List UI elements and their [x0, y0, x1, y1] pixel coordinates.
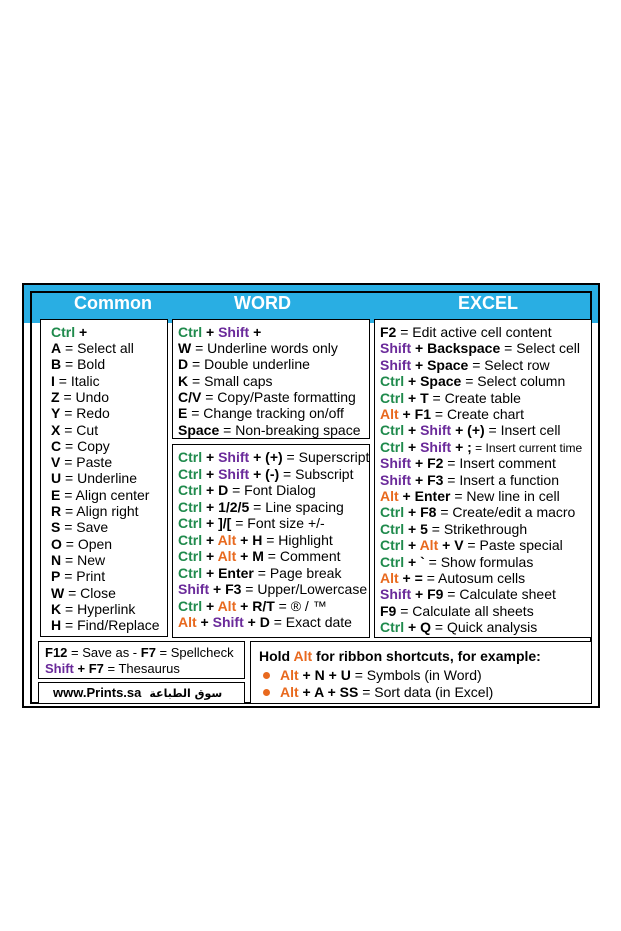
plus-sign: +	[249, 449, 266, 465]
header-word: WORD	[234, 293, 291, 313]
plus-sign: +	[202, 465, 219, 482]
common-shortcut-row	[51, 617, 160, 633]
excel-shortcut-row	[380, 455, 556, 471]
modifier-key: Ctrl	[380, 520, 405, 537]
f7-key: F7	[88, 661, 104, 676]
ribbon-shortcuts-box	[250, 641, 592, 704]
word-formatting-row	[178, 373, 273, 389]
plus-sign: +	[411, 586, 428, 603]
shortcut-key: =	[414, 570, 423, 586]
shortcut-description: = Change tracking on/off	[187, 405, 344, 422]
shortcut-key: (+)	[467, 422, 485, 439]
shortcut-description: = Close	[64, 584, 116, 601]
plus-sign: +	[411, 356, 428, 373]
plus-sign: +	[202, 498, 219, 515]
shortcut-description: = Underline words only	[191, 340, 338, 356]
common-shortcut-row	[51, 356, 105, 372]
shortcut-description: = Undo	[59, 388, 109, 405]
alt-key: Alt	[280, 684, 299, 700]
shortcut-key: D	[178, 356, 189, 373]
shortcut-key: K	[178, 372, 189, 389]
shortcut-key: Z	[51, 388, 60, 405]
ribbon-text: for ribbon shortcuts, for example:	[312, 648, 541, 664]
shortcut-description: = Double underline	[188, 356, 310, 373]
excel-shortcut-row	[380, 472, 559, 488]
shortcut-key: E	[51, 486, 61, 503]
shortcut-description: = Quick analysis	[430, 619, 538, 636]
common-shortcut-row	[51, 422, 98, 438]
modifier-key: Ctrl	[178, 482, 203, 498]
save-as-text: = Save as -	[67, 645, 141, 660]
shortcut-description: = Hyperlink	[61, 600, 136, 617]
shortcut-description: = Paste	[60, 454, 113, 471]
plus-sign: +	[249, 324, 262, 340]
modifier-key: Shift	[380, 586, 412, 603]
shortcut-description: = Create table	[428, 389, 521, 406]
key-sequence: + A + SS	[298, 684, 359, 700]
modifier-key: Alt	[380, 488, 399, 504]
shortcut-key: F9	[427, 586, 444, 603]
shortcut-key: Space	[420, 373, 462, 390]
shortcut-key: Enter	[414, 488, 451, 504]
shortcut-key: S	[51, 519, 61, 536]
plus-sign: +	[404, 389, 421, 406]
plus-sign: +	[451, 422, 468, 439]
word-formatting-row	[178, 340, 338, 356]
hold-text: Hold	[259, 648, 294, 664]
modifier-key: Ctrl	[178, 531, 203, 548]
plus-sign: +	[236, 548, 253, 564]
plus-sign: +	[404, 537, 420, 554]
shortcut-description: = Upper/Lowercase	[241, 581, 368, 597]
modifier-key: Ctrl	[178, 515, 203, 531]
shortcut-description: = Calculate sheet	[443, 586, 556, 603]
shortcut-description: = Non-breaking space	[219, 421, 361, 438]
shortcut-key: Space	[178, 421, 220, 438]
shortcut-key: U	[51, 470, 62, 487]
plus-sign: +	[404, 438, 421, 455]
shortcut-key: H	[51, 617, 62, 634]
ribbon-example-sort	[263, 684, 493, 700]
thesaurus-line	[45, 661, 180, 677]
modifier-key: Ctrl	[178, 498, 203, 515]
shortcut-description: = Insert comment	[443, 455, 556, 472]
shortcut-description: = Select row	[468, 356, 550, 373]
shortcut-key: N	[51, 551, 62, 568]
shortcut-key: V	[454, 537, 464, 554]
common-shortcut-row	[51, 552, 105, 568]
shortcut-key: M	[252, 548, 264, 564]
common-shortcut-row	[51, 503, 139, 519]
shortcut-description: = Redo	[60, 405, 110, 422]
shortcut-key: W	[178, 340, 192, 356]
plus-sign: +	[202, 597, 218, 614]
plus-sign: +	[209, 581, 226, 597]
common-shortcut-row	[51, 487, 149, 503]
shortcut-key: (+)	[265, 449, 283, 465]
word-shortcuts-box	[172, 444, 370, 638]
plus-sign: +	[202, 324, 219, 340]
common-shortcut-row	[51, 536, 112, 552]
modifier-key: Alt	[217, 531, 237, 548]
plus-sign: +	[202, 531, 218, 548]
plus-sign: +	[398, 570, 415, 586]
word-shortcut-row	[178, 482, 316, 498]
shortcut-description: = Small caps	[188, 372, 273, 389]
save-spellcheck-line	[45, 645, 234, 661]
modifier-key: Ctrl	[380, 422, 405, 439]
shift-key: Shift	[45, 661, 74, 676]
shortcut-key: F8	[420, 504, 437, 521]
excel-shortcut-row	[380, 586, 556, 602]
shortcut-key: Enter	[218, 564, 254, 581]
common-shortcut-row	[51, 438, 110, 454]
excel-shortcut-row	[380, 521, 527, 537]
modifier-key: Shift	[420, 438, 452, 455]
shortcut-description: = Autosum cells	[422, 570, 526, 586]
function-keys-box	[38, 641, 245, 679]
shortcut-description: = Subscript	[279, 465, 354, 482]
shortcut-description: = Cut	[60, 421, 99, 438]
shortcut-key: Y	[51, 405, 61, 422]
modifier-key: Ctrl	[380, 389, 405, 406]
shortcut-description: = Exact date	[269, 614, 352, 630]
plus-sign: +	[411, 455, 428, 472]
shortcut-description: = Select cell	[500, 340, 581, 357]
alt-key: Alt	[293, 648, 313, 664]
plus-sign: +	[404, 520, 421, 537]
word-formatting-row	[178, 389, 356, 405]
word-shortcut-row	[178, 532, 333, 548]
plus-sign: +	[411, 340, 428, 357]
excel-shortcut-row	[380, 554, 533, 570]
shortcut-key: W	[51, 584, 65, 601]
shortcut-description: = Comment	[263, 548, 341, 564]
modifier-key: Ctrl	[178, 465, 203, 482]
shortcut-card	[22, 283, 600, 708]
shortcut-description: = Font Dialog	[228, 482, 316, 498]
shortcut-description: = New	[61, 551, 106, 568]
shortcut-description: = Open	[61, 535, 113, 552]
shortcut-key: V	[51, 454, 61, 471]
word-formatting-row	[178, 356, 310, 372]
shortcut-key: I	[51, 372, 55, 389]
word-shortcut-row	[178, 449, 369, 465]
shortcut-description: = Superscript	[282, 449, 370, 465]
plus-sign: +	[404, 373, 421, 390]
example-description: = Symbols (in Word)	[350, 667, 482, 683]
shortcut-description: = Edit active cell content	[396, 324, 552, 340]
excel-shortcut-row	[380, 619, 537, 635]
shortcut-key: E	[178, 405, 188, 422]
modifier-key: Alt	[217, 597, 237, 614]
common-shortcut-row	[51, 470, 137, 486]
example-description: = Sort data (in Excel)	[358, 684, 494, 700]
excel-shortcut-row	[380, 504, 575, 520]
shortcut-description: = Font size +/-	[231, 515, 325, 531]
shift-key: Shift	[218, 324, 250, 340]
bullet-icon	[263, 672, 270, 679]
word-shortcut-row	[178, 598, 327, 614]
modifier-key: Ctrl	[380, 537, 405, 554]
bullet-icon	[263, 689, 270, 696]
excel-shortcut-row	[380, 340, 580, 356]
modifier-key: Shift	[380, 340, 412, 357]
modifier-key: Ctrl	[178, 548, 203, 564]
spellcheck-text: = Spellcheck	[155, 645, 234, 660]
plus-sign: +	[404, 504, 421, 521]
shortcut-description: = Show formulas	[424, 553, 534, 570]
header-common: Common	[74, 293, 152, 313]
word-formatting-row	[178, 405, 344, 421]
modifier-key: Shift	[218, 465, 250, 482]
ribbon-example-symbols	[263, 667, 482, 683]
shortcut-key: X	[51, 421, 61, 438]
shortcut-key: O	[51, 535, 62, 552]
shortcut-key: C	[51, 437, 62, 454]
shortcut-key: C/V	[178, 388, 202, 405]
shortcut-key: F3	[427, 471, 444, 488]
plus-sign: +	[249, 465, 266, 482]
shortcut-description: = Calculate all sheets	[396, 602, 534, 619]
plus-sign: +	[202, 482, 219, 498]
plus-sign: +	[398, 406, 415, 422]
excel-shortcut-row	[380, 570, 525, 586]
shortcut-description: = Bold	[61, 356, 106, 373]
shortcut-description: = Create chart	[430, 406, 524, 422]
shortcut-description: = Select column	[461, 373, 566, 390]
modifier-key: Ctrl	[380, 553, 405, 570]
website-box	[38, 682, 245, 704]
plus-sign: +	[451, 438, 468, 455]
shortcut-key: B	[51, 356, 62, 373]
modifier-key: Alt	[419, 537, 439, 554]
word-modifier	[178, 324, 261, 340]
modifier-key: Shift	[380, 455, 412, 472]
plus-sign: +	[202, 564, 219, 581]
ctrl-key: Ctrl	[178, 324, 203, 340]
shortcut-description: = Insert a function	[443, 471, 559, 488]
common-shortcut-row	[51, 585, 116, 601]
modifier-key: Shift	[218, 449, 250, 465]
header-excel: EXCEL	[458, 293, 519, 313]
shortcut-key: F2	[380, 324, 397, 340]
modifier-key: Alt	[380, 570, 399, 586]
shortcut-key: P	[51, 568, 61, 585]
shortcut-key: `	[420, 553, 425, 570]
shortcut-description: = Italic	[54, 372, 100, 389]
plus-sign: +	[75, 324, 88, 340]
shortcut-description: = Find/Replace	[61, 617, 160, 634]
shortcut-key: R	[51, 503, 62, 519]
alt-key: Alt	[280, 667, 299, 683]
shortcut-description: = Line spacing	[249, 498, 344, 515]
excel-shortcuts-box	[374, 319, 592, 638]
shortcut-description: = Save	[60, 519, 109, 536]
shortcut-key: F2	[427, 455, 444, 472]
modifier-key: Shift	[420, 422, 452, 439]
shortcut-key: 5	[420, 520, 428, 537]
modifier-key: Ctrl	[380, 438, 405, 455]
shortcut-key: ;	[467, 438, 472, 455]
excel-shortcut-row	[380, 390, 521, 406]
website-line	[53, 685, 222, 702]
modifier-key: Alt	[178, 614, 197, 630]
excel-shortcut-row	[380, 603, 534, 619]
common-shortcut-row	[51, 389, 109, 405]
shortcut-key: R/T	[252, 597, 275, 614]
shortcut-key: Q	[420, 619, 431, 636]
plus-sign: +	[404, 422, 421, 439]
modifier-key: Shift	[212, 614, 244, 630]
shortcut-description: = Copy	[61, 437, 110, 454]
website-link[interactable]: www.Prints.sa	[53, 685, 142, 700]
plus-sign: +	[398, 488, 415, 504]
shortcut-key: F1	[414, 406, 431, 422]
plus-sign: +	[404, 553, 421, 570]
excel-shortcut-row	[380, 439, 582, 456]
shortcut-key: K	[51, 600, 62, 617]
shortcut-description: = Print	[60, 568, 106, 585]
shortcut-description: = Insert current time	[471, 440, 583, 455]
shortcut-description: = Copy/Paste formatting	[201, 388, 356, 405]
plus-sign: +	[202, 449, 219, 465]
shortcut-description: = Strikethrough	[427, 520, 528, 537]
modifier-key: Shift	[178, 581, 210, 597]
plus-sign: +	[196, 614, 213, 630]
shortcut-description: = Select all	[61, 340, 134, 356]
word-shortcut-row	[178, 466, 354, 482]
shortcut-key: F9	[380, 602, 397, 619]
thesaurus-text: = Thesaurus	[103, 661, 180, 676]
modifier-key: Ctrl	[380, 504, 405, 521]
key-sequence: + N + U	[298, 667, 351, 683]
word-shortcut-row	[178, 614, 352, 630]
shortcut-key: ]/[	[218, 515, 232, 531]
shortcut-description: = Align center	[60, 486, 150, 503]
common-shortcut-row	[51, 519, 108, 535]
plus-sign: +	[243, 614, 260, 630]
shortcut-key: A	[51, 340, 62, 356]
plus-sign: +	[404, 619, 421, 636]
ribbon-heading	[259, 648, 541, 664]
shortcut-description: = Underline	[61, 470, 138, 487]
f12-key: F12	[45, 645, 68, 660]
shortcut-description: = Page break	[253, 564, 342, 581]
common-shortcut-row	[51, 454, 112, 470]
common-shortcut-row	[51, 340, 134, 356]
common-shortcut-row	[51, 373, 100, 389]
plus-sign: +	[236, 597, 253, 614]
word-shortcut-row	[178, 581, 367, 597]
modifier-key: Ctrl	[178, 564, 203, 581]
shortcut-key: T	[420, 389, 429, 406]
word-shortcut-row	[178, 499, 344, 515]
shortcut-key: D	[218, 482, 229, 498]
shortcut-key: F3	[225, 581, 242, 597]
shortcut-description: = Highlight	[262, 531, 333, 548]
shortcut-key: H	[252, 531, 263, 548]
plus-sign: +	[411, 471, 428, 488]
word-formatting-row	[178, 422, 361, 438]
excel-shortcut-row	[380, 537, 563, 553]
plus-sign: +	[202, 515, 219, 531]
excel-shortcut-row	[380, 422, 561, 438]
plus-sign: +	[438, 537, 455, 554]
common-shortcut-row	[51, 405, 110, 421]
word-formatting-box	[172, 319, 370, 439]
modifier-key: Alt	[380, 406, 399, 422]
modifier-key: Ctrl	[178, 449, 203, 465]
common-shortcut-row	[51, 568, 105, 584]
modifier-key: Alt	[217, 548, 237, 564]
modifier-key: Ctrl	[380, 373, 405, 390]
shortcut-key: D	[259, 614, 270, 630]
word-shortcut-row	[178, 548, 341, 564]
plus-sign: +	[73, 661, 89, 676]
ctrl-key: Ctrl	[51, 324, 76, 340]
excel-shortcut-row	[380, 357, 550, 373]
shortcut-key: 1/2/5	[218, 498, 250, 515]
modifier-key: Shift	[380, 471, 412, 488]
plus-sign: +	[202, 548, 218, 564]
word-shortcut-row	[178, 565, 341, 581]
shortcut-description: = Insert cell	[484, 422, 561, 439]
shortcut-description: = ® / ™	[274, 597, 327, 614]
modifier-key: Ctrl	[178, 597, 203, 614]
excel-shortcut-row	[380, 324, 552, 340]
shortcut-key: (-)	[265, 465, 280, 482]
excel-shortcut-row	[380, 373, 565, 389]
excel-shortcut-row	[380, 406, 524, 422]
f7-key: F7	[140, 645, 156, 660]
common-modifier	[51, 324, 87, 340]
common-shortcuts-box	[40, 319, 168, 637]
brand-arabic-name: سوق الطباعة	[149, 687, 223, 700]
modifier-key: Ctrl	[380, 619, 405, 636]
shortcut-description: = Create/edit a macro	[436, 504, 576, 521]
shortcut-key: Backspace	[427, 340, 501, 357]
excel-shortcut-row	[380, 488, 560, 504]
modifier-key: Shift	[380, 356, 412, 373]
shortcut-description: = New line in cell	[450, 488, 560, 504]
plus-sign: +	[236, 531, 253, 548]
word-shortcut-row	[178, 515, 325, 531]
common-shortcut-row	[51, 601, 135, 617]
shortcut-key: Space	[427, 356, 469, 373]
shortcut-description: = Align right	[61, 503, 139, 519]
shortcut-description: = Paste special	[463, 537, 563, 554]
